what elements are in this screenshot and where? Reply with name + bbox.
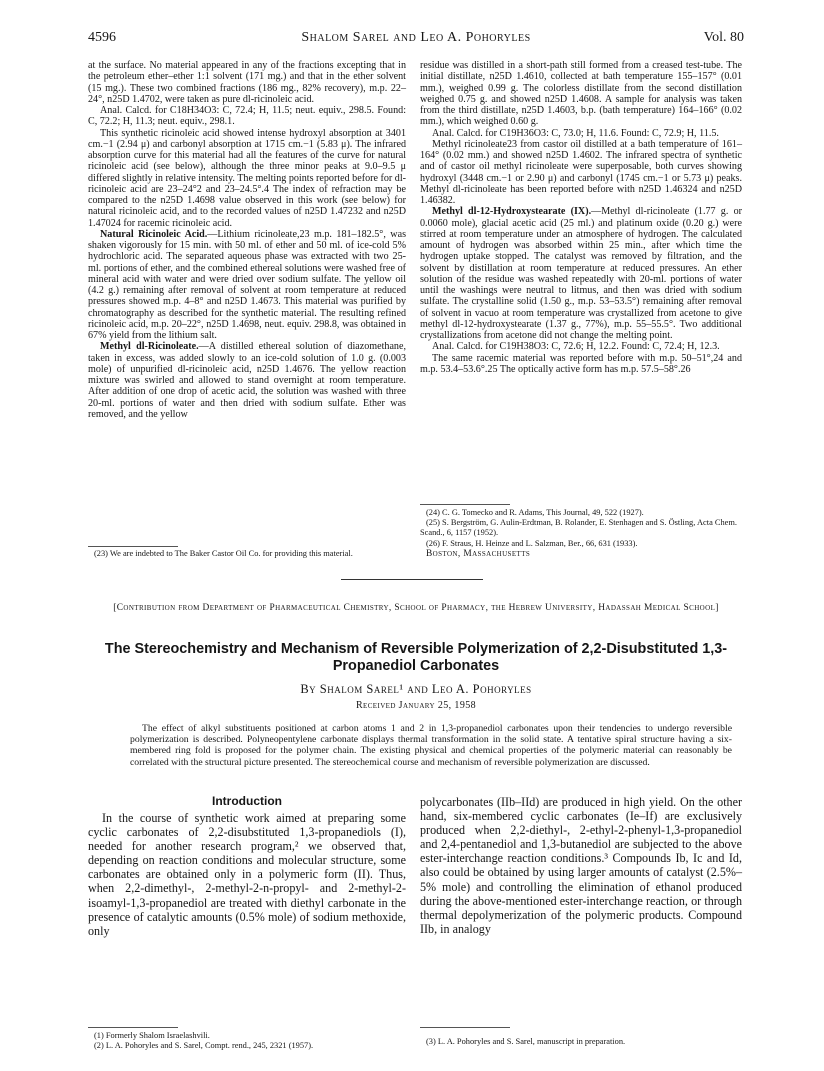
paragraph: Methyl dl-12-Hydroxystearate (IX).—Methyl dl-ricinoleate (1.77 g. or 0.0060 mole), glacial acetic acid (25 ml.) and platinum oxide (0.20 g.) were stirred at room temperature under an atmosphere of hydrogen. The calculated amount of hydrogen was absorbed within 25 min., after which time the hydrogen uptake stopped. The catalyst was removed by filtration, and the solvent by distillation at room temperature at reduced pressures. An ether solution of the residue was washed repeatedly with 20-ml. portions of water until the washings were neutral to litmus, and then was dried with sodium sulfate. The crystalline solid (1.50 g., m.p. 53–53.5°) remaining after removal of solvent in vacuo at room temperature was crystallized from acetone to give methyl dl-12-hydroxystearate (1.37 g., 77%), m.p. 55–55.5°. Two additional crystallizations from acetone did not change the melting point. <box>420 206 742 341</box>
article-authors: By Shalom Sarel¹ and Leo A. Pohoryles <box>300 682 532 696</box>
footnote-23: (23) We are indebted to The Baker Castor Oil Co. for providing this material. <box>94 549 353 558</box>
volume-label: Vol. 80 <box>703 30 744 45</box>
page-number: 4596 <box>88 30 116 45</box>
footnote-3: (3) L. A. Pohoryles and S. Sarel, manuscript in preparation. <box>426 1037 626 1046</box>
intro-right-column <box>420 795 742 936</box>
paragraph: The same racemic material was reported before with m.p. 50–51°,24 and m.p. 53.4–53.6°.25 The optically active form has m.p. 57.5–58°.26 <box>420 352 742 375</box>
section-run-in-heading: Methyl dl-Ricinoleate. <box>100 341 199 353</box>
paragraph: Methyl dl-Ricinoleate.—A distilled ethereal solution of diazomethane, taken in excess, was added slowly to an ice-cold solution of 1.0 g. (0.003 mole) of unpurified dl-ricinoleic acid, n25D 1.4676. The yellow reaction mixture was swirled and allowed to stand overnight at room temperature. After addition of one drop of acetic acid, the solution was washed with three 20-ml. portions of water and then dried with sodium sulfate. Ether was removed, and the yellow <box>88 341 406 420</box>
footnote-rule <box>420 1027 510 1028</box>
running-title: Shalom Sarel and Leo A. Pohoryles <box>301 30 531 45</box>
paragraph: residue was distilled in a short-path still formed from a creased test-tube. The initial distillate, n25D 1.4610, collected at bath temperature 155–157° (0.01 mm.), weighed 0.99 g. The colorless distillate from the second distillation weighed 0.75 g. and showed n25D 1.4608. A sample for analysis was taken from the third distillate, n25D 1.4603, b.p. (bath temperature) 164–166° (0.02 mm.), which weighed 0.60 g. <box>420 60 742 128</box>
article-separator-rule <box>341 579 483 580</box>
analysis-line: Anal. Calcd. for C19H36O3: C, 73.0; H, 11.6. Found: C, 72.9; H, 11.5. <box>432 127 719 139</box>
paragraph: polycarbonates (IIb–IId) are produced in high yield. On the other hand, six-membered cyclic carbonates (Ie–If) are exclusively produced when 2,2-diethyl-, 2-ethyl-2-phenyl-1,3-propanediol and 2,4-pentanediol and 1,3-butanediol are subjected to the above ester-interchange reaction conditions.³ Compounds Ib, Ic and Id, also could be obtained by using larger amounts of catalyst (2.5%–5% mole) and controlling the elimination of ethanol produced during the above-mentioned ester-interchange reaction, or through thermal depolymerization of the polymeric products. Compound IIb, in analogy <box>420 795 742 936</box>
paragraph: In the course of synthetic work aimed at preparing some cyclic carbonates of 2,2-disubstituted 1,3-propanediols (I), needed for another research program,² we observed that, depending on reaction conditions and molecular structure, some carbonates are obtained only in a polymeric form (II). Thus, when 2,2-dimethyl-, 2-methyl-2-n-propyl- and 2-methyl-2-isoamyl-1,3-propanediol are treated with diethyl carbonate in the presence of catalytic amounts (0.5% mole) of sodium methoxide, only <box>88 811 406 938</box>
section-run-in-heading: Methyl dl-12-Hydroxystearate (IX). <box>432 206 592 218</box>
left-column <box>88 60 406 420</box>
footnote-26: (26) F. Straus, H. Heinze and L. Salzman, Ber., 66, 631 (1933). <box>426 538 638 548</box>
paragraph: This synthetic ricinoleic acid showed intense hydroxyl absorption at 3401 cm.−1 (2.94 μ) and carbonyl absorption at 1715 cm.−1 (5.83 μ). The infrared absorption curve for this material had all the features of the curve for natural ricinoleic acid (see below), although the three minor peaks at 9.0–9.5 μ differed slightly in relative intensity. The melting points reported before for dl-ricinoleic acid are 23–24°2 and 23–24.5°.4 The index of refraction may be compared to the n25D 1.4698 value observed in this work (see below) for natural ricinoleic acid, and to the recorded values of n25D 1.47232 and n25D 1.47024 for racemic ricinoleic acid. <box>88 127 406 229</box>
right-column <box>420 60 742 375</box>
abstract: The effect of alkyl substituents positioned at carbon atoms 1 and 2 in 1,3-propanediol carbonates upon their tendencies to undergo reversible polymerization is described. Polyneopentylene carbonate displays thermal transformation in the solid state. A tentative spiral structure having a six-membered ring fold is proposed for the polymer chain. The existing physical and chemical properties of the polymeric material can reasonably be correlated with the structural picture presented. The stereochemical course and mechanism of reversible polymerization are discussed. <box>130 723 732 768</box>
introduction-heading: Introduction <box>212 794 282 808</box>
paragraph: Methyl ricinoleate23 from castor oil distilled at a bath temperature of 161–164° (0.02 mm.) and showed n25D 1.4602. The infrared spectra of synthetic and of castor oil methyl ricinoleate were superposable, both curves showing hydroxyl (3448 cm.−1 or 2.90 μ) and carbonyl (1745 cm.−1 or 5.73 μ) peaks. Methyl dl-ricinoleate has been reported before with n25D 1.46324 and n25D 1.46382. <box>420 138 742 206</box>
footnotes-24-26 <box>420 508 742 559</box>
footnote-2: (2) L. A. Pohoryles and S. Sarel, Compt. rend., 245, 2321 (1957). <box>94 1041 314 1051</box>
section-run-in-heading: Natural Ricinoleic Acid. <box>100 228 208 240</box>
footnote-rule <box>420 504 510 505</box>
analysis-line: Anal. Calcd. for C19H38O3: C, 72.6; H, 12.2. Found: C, 72.4; H, 12.3. <box>432 341 720 353</box>
page-header <box>88 30 744 46</box>
contribution-line: [Contribution from Department of Pharmaceutical Chemistry, School of Pharmacy, the Hebrew University, Hadassah Medical School] <box>113 603 719 613</box>
footnote-25: (25) S. Bergström, G. Aulin-Erdtman, B. Rolander, E. Stenhagen and S. Östling, Acta Chem. Scand., 6, 1157 (1952). <box>420 518 737 538</box>
paragraph: Natural Ricinoleic Acid.—Lithium ricinoleate,23 m.p. 181–182.5°, was shaken vigorously for 15 min. with 50 ml. of ether and 50 ml. of ice-cold 5% hydrochloric acid. The separated aqueous phase was extracted with two 25-ml. portions of ether, and the combined ethereal solutions were washed free of mineral acid with water and were dried over sodium sulfate. The yellow oil (4.2 g.) remaining after removal of solvent at room temperature at reduced pressures showed m.p. 4–8° and n25D 1.4673. This material was purified by chromatography as described for the synthetic material. The resulting refined ricinoleic acid, m.p. 20–22°, n25D 1.4698, neut. equiv. 298.8, was obtained in 67% yield from the lithium salt. <box>88 228 406 341</box>
received-date: Received January 25, 1958 <box>355 700 477 711</box>
footnote-rule <box>88 1027 178 1028</box>
place-line: Boston, Massachusetts <box>426 548 531 559</box>
footnote-1: (1) Formerly Shalom Israelashvili. <box>94 1031 210 1040</box>
intro-left-column <box>88 811 406 938</box>
paragraph: at the surface. No material appeared in any of the fractions excepting that in the petroleum ether–ether 1:1 solvent (171 mg.) and that in the ether solvent (15 mg.). These two combined fractions (186 mg., 82% recovery), m.p. 22–24°, n25D 1.4702, were taken as pure dl-ricinoleic acid. <box>88 60 406 105</box>
footnote-24: (24) C. G. Tomecko and R. Adams, This Journal, 49, 522 (1927). <box>426 508 644 517</box>
footnotes-1-2 <box>88 1031 406 1051</box>
footnote-rule <box>88 546 178 547</box>
analysis-line: Anal. Calcd. for C18H34O3: C, 72.4; H, 11.5; neut. equiv., 298.5. Found: C, 72.2; H, 11.3; neut. equiv., 298.1. <box>88 105 406 128</box>
article-title: The Stereochemistry and Mechanism of Reversible Polymerization of 2,2-Disubstituted 1,3-Propanediol Carbonates <box>104 641 728 674</box>
